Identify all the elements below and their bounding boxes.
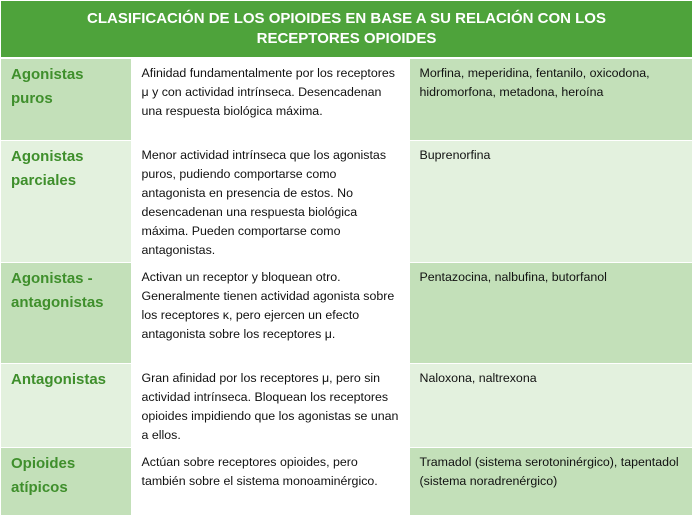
description-cell: Afinidad fundamentalmente por los receptores μ y con actividad intrínseca. Desencadenan una respuesta biológica máxima. [131,58,409,141]
table-row-agonistas-puros [1,58,692,141]
examples-cell: Naloxona, naltrexona [409,364,692,448]
description-cell: Menor actividad intrínseca que los agonistas puros, pudiendo comportarse como antagonista en presencia de estos. No desencadenan una respuesta biológica máxima. Pueden comportarse como antagonistas. [131,141,409,263]
table-row-opioides-atipicos [1,448,692,516]
examples-cell: Pentazocina, nalbufina, butorfanol [409,263,692,364]
table-row-agonistas-antagonistas [1,263,692,364]
table-row-antagonistas [1,364,692,448]
table-header-row [1,1,692,58]
category-cell: Agonistas parciales [1,141,131,263]
examples-cell: Morfina, meperidina, fentanilo, oxicodona, hidromorfona, metadona, heroína [409,58,692,141]
category-cell: Opioides atípicos [1,448,131,516]
table-title: CLASIFICACIÓN DE LOS OPIOIDES EN BASE A SU RELACIÓN CON LOS RECEPTORES OPIOIDES [1,1,692,58]
description-cell: Actúan sobre receptores opioides, pero también sobre el sistema monoaminérgico. [131,448,409,516]
category-cell: Agonistas - antagonistas [1,263,131,364]
table-row-agonistas-parciales [1,141,692,263]
examples-cell: Tramadol (sistema serotoninérgico), tapentadol (sistema noradrenérgico) [409,448,692,516]
category-cell: Antagonistas [1,364,131,448]
description-cell: Activan un receptor y bloquean otro. Generalmente tienen actividad agonista sobre los receptores κ, pero ejercen un efecto antagonista sobre los receptores μ. [131,263,409,364]
description-cell: Gran afinidad por los receptores μ, pero sin actividad intrínseca. Bloquean los receptores opioides impidiendo que los agonistas se unan a ellos. [131,364,409,448]
category-cell: Agonistas puros [1,58,131,141]
opioid-classification-table [1,1,693,516]
examples-cell: Buprenorfina [409,141,692,263]
